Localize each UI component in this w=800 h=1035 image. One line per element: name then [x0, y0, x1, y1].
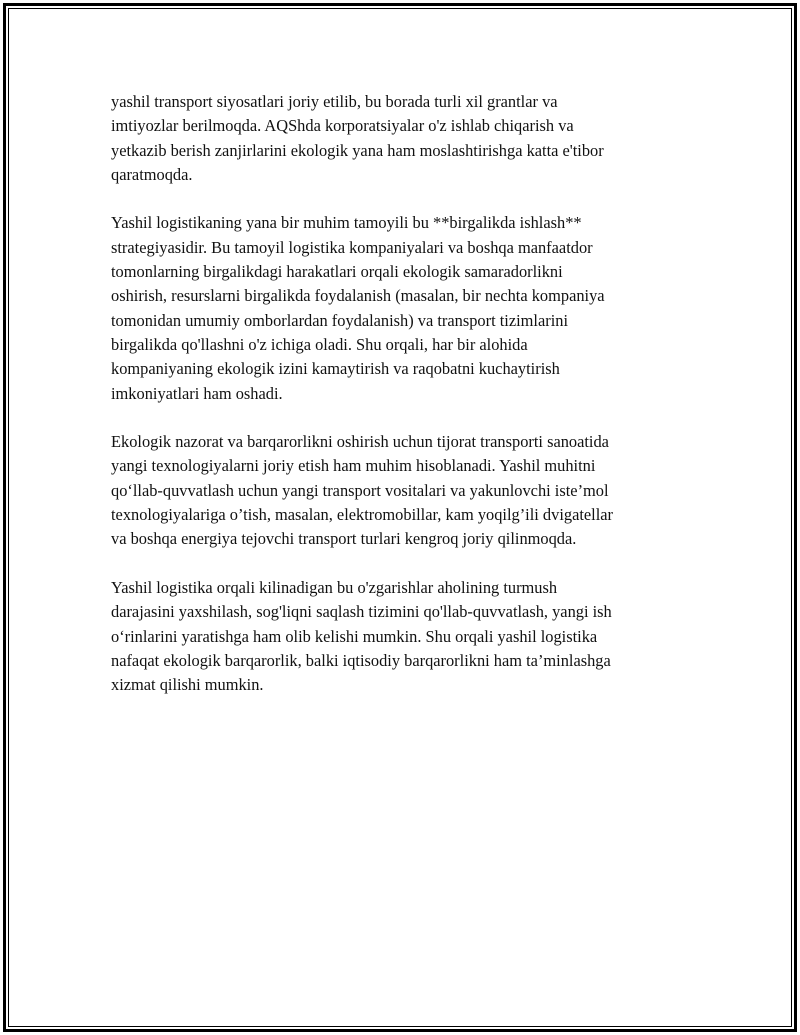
text-line: tomonidan umumiy omborlardan foydalanish) va transport tizimlarini	[111, 310, 569, 330]
text-line: yashil transport siyosatlari joriy etilib, bu borada turli xil grantlar va	[111, 92, 558, 111]
text-line: birgalikda qo'llashni o'z ichiga oladi. Shu orqali, har bir alohida	[111, 334, 528, 354]
text-line: yetkazib berish zanjirlarini ekologik yana ham moslashtirishga katta e'tibor	[111, 140, 604, 160]
text-line: imtiyozlar berilmoqda. AQShda korporatsiyalar o'z ishlab chiqarish va	[111, 116, 574, 136]
text-line: o‘rinlarini yaratishga ham olib kelishi mumkin. Shu orqali yashil logistika	[111, 626, 598, 646]
text-line: tomonlarning birgalikdagi harakatlari orqali ekologik samaradorlikni	[111, 262, 563, 282]
text-line: Ekologik nazorat va barqarorlikni oshirish uchun tijorat transporti sanoatida	[111, 432, 609, 452]
text-line: texnologiyalariga o’tish, masalan, elektromobillar, kam yoqilg’ili dvigatellar	[111, 505, 614, 525]
paragraph-1	[111, 90, 691, 187]
text-line: Yashil logistika orqali kilinadigan bu o'zgarishlar aholining turmush	[111, 577, 558, 597]
text-line: strategiyasidir. Bu tamoyil logistika kompaniyalari va boshqa manfaatdor	[111, 237, 593, 257]
paragraph-3	[111, 430, 691, 551]
text-line: oshirish, resurslarni birgalikda foydalanish (masalan, bir nechta kompaniya	[111, 286, 605, 306]
text-line: Yashil logistikaning yana bir muhim tamoyili bu **birgalikda ishlash**	[111, 213, 582, 233]
text-line: imkoniyatlari ham oshadi.	[111, 383, 283, 403]
text-line: va boshqa energiya tejovchi transport turlari kengroq joriy qilinmoqda.	[111, 529, 577, 549]
text-line: kompaniyaning ekologik izini kamaytirish va raqobatni kuchaytirish	[111, 359, 560, 379]
text-line: xizmat qilishi mumkin.	[111, 675, 264, 695]
text-line: nafaqat ekologik barqarorlik, balki iqtisodiy barqarorlikni ham ta’minlashga	[111, 650, 611, 670]
text-line: yangi texnologiyalarni joriy etish ham muhim hisoblanadi. Yashil muhitni	[111, 456, 596, 476]
text-line: qo‘llab-quvvatlash uchun yangi transport vositalari va yakunlovchi iste’mol	[111, 480, 609, 500]
text-line: qaratmoqda.	[111, 164, 193, 184]
paragraph-4	[111, 576, 691, 697]
document-body	[111, 90, 691, 722]
text-line: darajasini yaxshilash, sog'liqni saqlash tizimini qo'llab-quvvatlash, yangi ish	[111, 602, 612, 622]
paragraph-2	[111, 211, 691, 405]
